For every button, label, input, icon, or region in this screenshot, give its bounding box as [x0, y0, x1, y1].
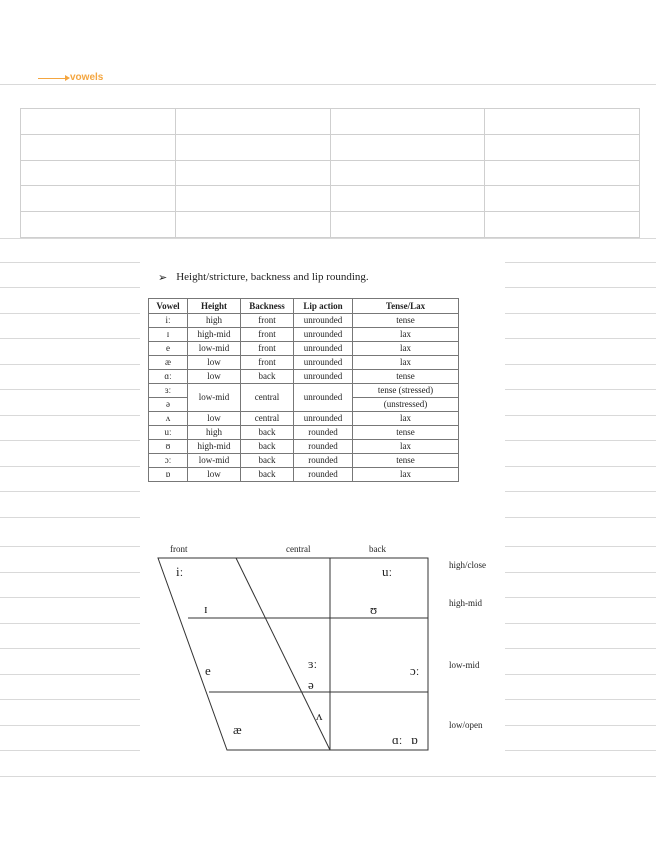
vowel-wedge: ʌ — [316, 708, 323, 723]
page-rule — [0, 415, 140, 416]
table-cell: e — [149, 342, 188, 356]
table-cell: unrounded — [294, 384, 353, 412]
page-rule — [0, 287, 140, 288]
table-cell: high-mid — [188, 440, 241, 454]
vowel-open-o-long: ɔː — [410, 663, 420, 678]
table-cell: ɑː — [149, 370, 188, 384]
page-rule — [0, 364, 140, 365]
label-front: front — [170, 544, 188, 554]
table-cell: ɜː — [149, 384, 188, 398]
header-cell: Backness — [241, 299, 294, 314]
table-cell: ɪ — [149, 328, 188, 342]
table-cell: low — [188, 412, 241, 426]
page-rule — [505, 674, 656, 675]
vowel-i-long: iː — [176, 564, 184, 579]
page-rule — [505, 623, 656, 624]
table-cell: unrounded — [294, 412, 353, 426]
table-cell: tense — [353, 426, 459, 440]
page-rule — [505, 338, 656, 339]
table-row — [149, 356, 459, 370]
table-cell: low-mid — [188, 342, 241, 356]
vowel-a-long: ɑː — [392, 732, 403, 747]
table-cell: rounded — [294, 440, 353, 454]
page-rule — [505, 262, 656, 263]
label-high-mid: high-mid — [449, 598, 482, 608]
table-header-row — [149, 299, 459, 314]
page-rule — [0, 262, 140, 263]
page-rule — [0, 750, 140, 751]
table-cell: lax — [353, 342, 459, 356]
chart-outline — [158, 558, 428, 750]
table-row — [149, 370, 459, 384]
table-cell: rounded — [294, 454, 353, 468]
bullet-text: Height/stricture, backness and lip rounding. — [176, 271, 369, 283]
page-rule — [505, 648, 656, 649]
table-cell: low — [188, 356, 241, 370]
page-rule — [505, 597, 656, 598]
table-row — [149, 426, 459, 440]
vowel-turned-script-a: ɒ — [411, 732, 418, 747]
table-cell: ə — [149, 398, 188, 412]
vowel-reversed-epsilon-long: ɜː — [308, 656, 318, 671]
heading-text: vowels — [70, 72, 104, 83]
page-rule — [505, 287, 656, 288]
table-row — [149, 384, 459, 398]
table-cell: high-mid — [188, 328, 241, 342]
label-back: back — [369, 544, 386, 554]
page-rule — [505, 466, 656, 467]
table-cell: front — [241, 314, 294, 328]
page-rule — [0, 440, 140, 441]
table-row — [149, 314, 459, 328]
section-heading — [38, 72, 103, 83]
page-rule — [0, 338, 140, 339]
vowel-table — [148, 298, 459, 482]
table-row — [149, 328, 459, 342]
table-cell: low — [188, 370, 241, 384]
page-rule — [505, 750, 656, 751]
table-cell: tense — [353, 454, 459, 468]
table-cell: low-mid — [188, 454, 241, 468]
page-rule — [0, 466, 140, 467]
page-rule — [0, 517, 140, 518]
header-cell: Height — [188, 299, 241, 314]
page-rule — [505, 313, 656, 314]
page-rule — [0, 725, 140, 726]
page-rule — [0, 699, 140, 700]
table-cell: (unstressed) — [353, 398, 459, 412]
page-rule — [0, 776, 656, 777]
page-rule — [0, 84, 656, 85]
page-rule — [505, 699, 656, 700]
vowel-schwa: ə — [308, 677, 314, 692]
table-cell: ɔː — [149, 454, 188, 468]
page-rule — [0, 238, 656, 239]
table-cell: uː — [149, 426, 188, 440]
table-cell: back — [241, 440, 294, 454]
label-high-close: high/close — [449, 560, 486, 570]
table-cell: ɒ — [149, 468, 188, 482]
vowel-e: e — [205, 663, 211, 678]
table-cell: central — [241, 412, 294, 426]
table-row — [149, 342, 459, 356]
page-rule — [505, 440, 656, 441]
arrow-right-icon — [38, 78, 68, 79]
header-cell: Vowel — [149, 299, 188, 314]
table-row — [149, 412, 459, 426]
page-rule — [505, 572, 656, 573]
table-cell: unrounded — [294, 342, 353, 356]
table-cell: rounded — [294, 426, 353, 440]
page-rule — [505, 491, 656, 492]
vowel-small-capital-i: ɪ — [204, 601, 208, 616]
empty-grid-table — [20, 108, 640, 238]
table-cell: low-mid — [188, 384, 241, 412]
page-rule — [505, 725, 656, 726]
table-cell: back — [241, 426, 294, 440]
page-rule — [505, 364, 656, 365]
page-rule — [505, 546, 656, 547]
page-rule — [0, 491, 140, 492]
bullet-point — [158, 271, 369, 284]
table-cell: lax — [353, 440, 459, 454]
table-cell: high — [188, 314, 241, 328]
page-rule — [0, 648, 140, 649]
label-central: central — [286, 544, 311, 554]
header-cell: Tense/Lax — [353, 299, 459, 314]
table-cell: tense — [353, 314, 459, 328]
table-cell: back — [241, 370, 294, 384]
table-cell: ʊ — [149, 440, 188, 454]
table-cell: unrounded — [294, 314, 353, 328]
table-cell: high — [188, 426, 241, 440]
table-cell: rounded — [294, 468, 353, 482]
table-row — [149, 454, 459, 468]
table-cell: low — [188, 468, 241, 482]
table-cell: unrounded — [294, 356, 353, 370]
table-cell: front — [241, 342, 294, 356]
table-cell: iː — [149, 314, 188, 328]
page-rule — [0, 313, 140, 314]
header-cell: Lip action — [294, 299, 353, 314]
table-cell: unrounded — [294, 370, 353, 384]
label-low-open: low/open — [449, 720, 483, 730]
table-cell: back — [241, 454, 294, 468]
page-rule — [0, 597, 140, 598]
page-rule — [505, 415, 656, 416]
page-rule — [505, 389, 656, 390]
page-rule — [0, 572, 140, 573]
table-cell: lax — [353, 356, 459, 370]
label-low-mid: low-mid — [449, 660, 480, 670]
table-cell: back — [241, 468, 294, 482]
table-cell: lax — [353, 328, 459, 342]
table-cell: central — [241, 384, 294, 412]
table-row — [149, 440, 459, 454]
arrowhead-bullet-icon: ➢ — [158, 272, 168, 284]
vowel-upsilon: ʊ — [370, 602, 378, 617]
vowel-u-long: uː — [382, 564, 393, 579]
table-cell: lax — [353, 468, 459, 482]
page-rule — [0, 389, 140, 390]
vowel-chart — [150, 540, 510, 760]
page-rule — [0, 623, 140, 624]
vowel-ash: æ — [233, 722, 242, 737]
table-cell: lax — [353, 412, 459, 426]
table-row — [149, 468, 459, 482]
table-cell: tense — [353, 370, 459, 384]
table-cell: front — [241, 328, 294, 342]
table-cell: æ — [149, 356, 188, 370]
table-cell: ʌ — [149, 412, 188, 426]
page-rule — [0, 546, 140, 547]
page-rule — [0, 674, 140, 675]
page-rule — [505, 517, 656, 518]
table-cell: unrounded — [294, 328, 353, 342]
table-cell: front — [241, 356, 294, 370]
table-cell: tense (stressed) — [353, 384, 459, 398]
